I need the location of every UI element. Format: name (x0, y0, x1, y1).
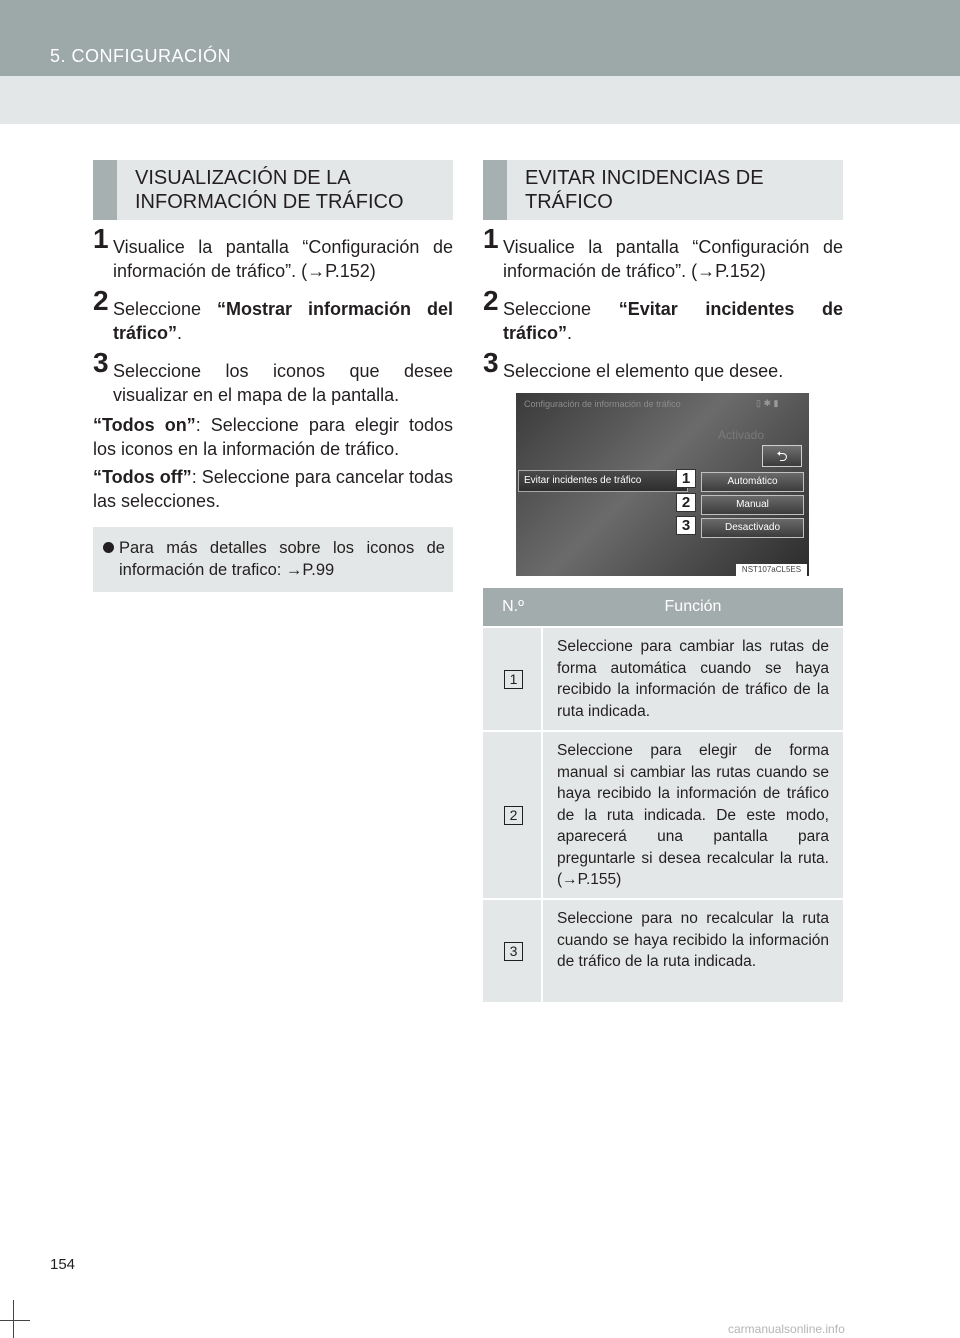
function-table (483, 588, 843, 1002)
step-1-right (483, 223, 843, 285)
callout-number: 2 (676, 493, 696, 512)
step-text-suffix: . (567, 323, 573, 343)
row-function-text: Seleccione para elegir de forma manual si cambiar las rutas cuando se haya recibido la información de tráfico de la ruta indicada. De este modo, aparecerá una pantalla para preguntarle si desea recalcular la ruta. (→P.155) (557, 742, 829, 888)
item-todos-off (93, 465, 453, 513)
step-1-left (93, 223, 453, 285)
step-text: Visualice la pantalla “Configuración de información de tráfico”. (→P.152) (113, 237, 453, 281)
section-header-avoid-incidents (483, 160, 843, 220)
item-todos-on (93, 413, 453, 461)
row-function-text: Seleccione para cambiar las rutas de forma automática cuando se haya recibido la información de tráfico de la ruta indicada. (557, 638, 829, 720)
crop-mark (13, 1300, 14, 1338)
section-title: VISUALIZACIÓN DE LA INFORMACIÓN DE TRÁFICO (135, 167, 404, 213)
item-option-name: “Todos off” (93, 467, 192, 487)
section-title: EVITAR INCIDENCIAS DE TRÁFICO (525, 167, 764, 213)
row-function-text: Seleccione para no recalcular la ruta cuando se haya recibido la información de tráfico de la ruta indicada. (557, 910, 829, 970)
item-description: : Seleccione para cancelar todas las selecciones. (93, 467, 453, 511)
step-number: 2 (483, 285, 499, 316)
step-text-prefix: Seleccione (113, 299, 218, 319)
step-3-left (93, 347, 453, 409)
option-automatico-button[interactable]: Automático (701, 472, 804, 492)
option-manual-button[interactable]: Manual (701, 495, 804, 515)
step-2-right (483, 285, 843, 347)
item-option-name: “Todos on” (93, 415, 196, 435)
option-desactivado-button[interactable]: Desactivado (701, 518, 804, 538)
item-description: : Seleccione para elegir todos los iconos en la información de tráfico. (93, 415, 453, 459)
step-text: Visualice la pantalla “Configuración de información de tráfico”. (→P.152) (503, 237, 843, 281)
step-option-name: “Evitar incidentes de tráfico” (503, 299, 843, 343)
step-text (113, 297, 453, 345)
note-box (93, 527, 453, 592)
step-number: 1 (483, 223, 499, 254)
step-number: 2 (93, 285, 109, 316)
status-icons: ▯ ✱ ▮ (756, 398, 779, 408)
column-header-number: N.º (502, 598, 524, 615)
table-row (483, 626, 843, 730)
row-number-cell (483, 732, 543, 898)
step-text (503, 297, 843, 345)
callout-number: 1 (676, 469, 696, 488)
row-number-cell (483, 628, 543, 730)
screen-activado-label: Activado (718, 428, 765, 442)
section-header-bar (93, 160, 117, 220)
callout-number: 3 (676, 516, 696, 535)
row-number: 1 (504, 670, 523, 689)
step-number: 1 (93, 223, 109, 254)
step-text-suffix: . (177, 323, 183, 343)
step-option-name: “Mostrar información del tráfico” (113, 299, 453, 343)
step-3-right (483, 347, 843, 389)
section-header-bar (483, 160, 507, 220)
screen-setting-label: Evitar incidentes de tráfico (518, 470, 688, 492)
step-text: Seleccione el elemento que desee. (503, 361, 784, 381)
step-number: 3 (93, 347, 109, 378)
page-number: 154 (50, 1256, 76, 1273)
step-text-prefix: Seleccione (503, 299, 619, 319)
row-number-cell (483, 900, 543, 1002)
row-number: 2 (504, 806, 523, 825)
section-header-traffic-info (93, 160, 453, 220)
row-number: 3 (504, 942, 523, 961)
chapter-title: 5. CONFIGURACIÓN (50, 46, 232, 66)
back-button[interactable]: ⮌ (762, 445, 802, 467)
step-number: 3 (483, 347, 499, 378)
watermark: carmanualsonline.info (728, 1322, 845, 1336)
bullet-icon (103, 542, 114, 553)
image-code: NST107aCL5ES (736, 564, 807, 576)
screen-image (516, 393, 809, 576)
crop-mark (0, 1320, 30, 1321)
column-header-function: Función (664, 598, 722, 615)
table-header (483, 588, 843, 626)
note-text: Para más detalles sobre los iconos de información de trafico: →P.99 (119, 539, 445, 579)
screen-title: Configuración de información de tráfico (524, 399, 681, 409)
step-2-left (93, 285, 453, 347)
table-row (483, 898, 843, 1002)
step-text: Seleccione los iconos que desee visualizar en el mapa de la pantalla. (113, 361, 453, 405)
header-subband (0, 76, 960, 124)
table-row (483, 730, 843, 898)
